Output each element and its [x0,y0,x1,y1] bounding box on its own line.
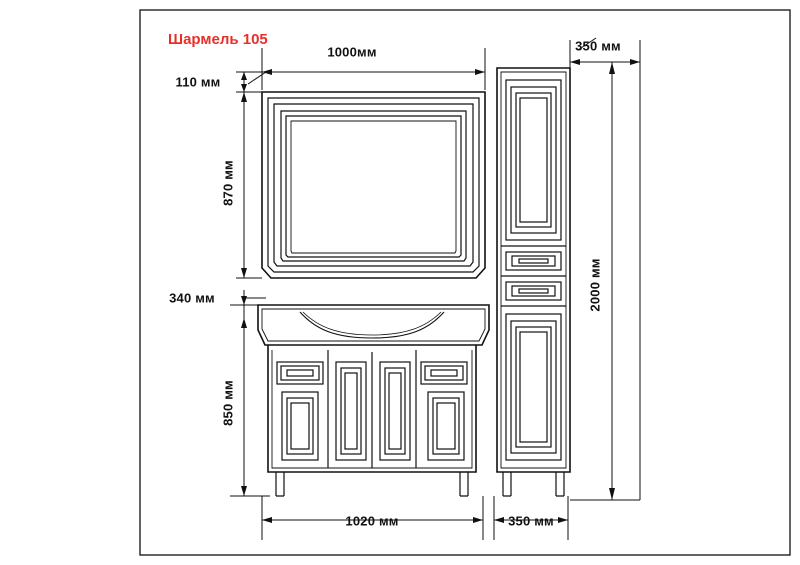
tall-column-cabinet [497,68,570,496]
dimension-mirror-width: 1000мм [327,44,377,60]
dimension-cabinet-depth-top: 350 мм [575,38,621,54]
dimension-countertop-depth: 340 мм [169,290,215,306]
vanity-cabinet [258,305,489,496]
dimension-mirror-height: 870 мм [220,160,236,206]
drawing-title: Шармель 105 [168,31,268,48]
dimension-column-width-bottom: 350 мм [508,513,554,529]
dimension-mirror-top-offset: 110 мм [175,74,221,90]
wall-mirror [262,92,485,278]
dimension-column-height: 2000 мм [587,258,603,312]
dimension-vanity-width-bottom: 1020 мм [345,513,399,529]
dimension-vanity-height: 850 мм [220,380,236,426]
